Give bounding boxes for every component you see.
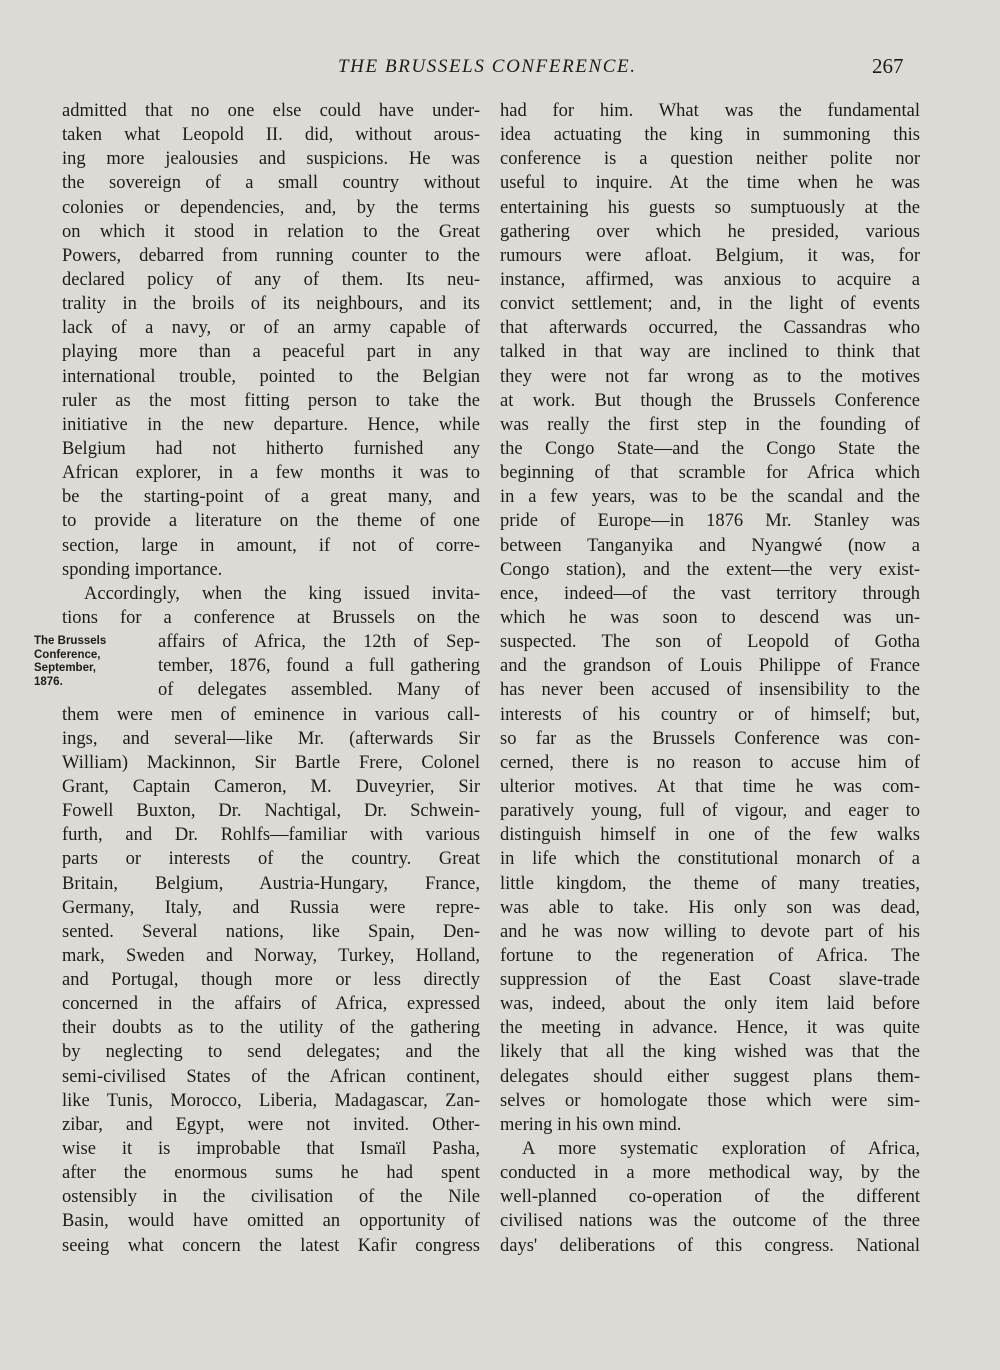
text-line: them were men of eminence in various call-: [62, 704, 480, 725]
text-line: wise it is improbable that Ismaïl Pasha,: [62, 1139, 480, 1160]
text-line: Congo station), and the extent—the very exist-: [500, 559, 920, 580]
text-line: suppression of the East Coast slave-trade: [500, 970, 920, 991]
text-line: admitted that no one else could have under-: [62, 101, 480, 121]
text-line: section, large in amount, if not of corre-: [62, 535, 480, 556]
text-line: Grant, Captain Cameron, M. Duveyrier, Sir: [62, 776, 480, 797]
text-line: gathering over which he presided, various: [500, 221, 920, 242]
text-line: to provide a literature on the theme of one: [62, 511, 480, 532]
text-line: talked in that way are inclined to think that: [500, 342, 920, 363]
text-line: entertaining his guests so sumptuously at the: [500, 197, 920, 218]
text-line: they were not far wrong as to the motives: [500, 366, 920, 387]
text-line: declared policy of any of them. Its neu-: [62, 269, 480, 290]
text-line: has never been accused of insensibility to the: [500, 680, 920, 701]
text-line: conference is a question neither polite nor: [500, 149, 920, 170]
text-line: sented. Several nations, like Spain, Den-: [62, 921, 480, 942]
margin-note-line: 1876.: [34, 675, 63, 688]
text-line: useful to inquire. At the time when he was: [500, 173, 920, 194]
text-line: likely that all the king wished was that the: [500, 1042, 920, 1063]
text-line: sponding importance.: [62, 559, 223, 580]
text-line: between Tanganyika and Nyangwé (now a: [500, 535, 920, 556]
running-head: [0, 56, 1000, 84]
text-line: beginning of that scramble for Africa which: [500, 463, 920, 484]
text-line: cerned, there is no reason to accuse him of: [500, 752, 920, 773]
text-line: conducted in a more methodical way, by the: [500, 1163, 920, 1184]
text-line: ruler as the most fitting person to take the: [62, 390, 480, 411]
right-column: [500, 99, 920, 1258]
text-line: seeing what concern the latest Kafir congress: [62, 1235, 480, 1256]
text-line: ulterior motives. At that time he was com-: [500, 776, 920, 797]
text-line: of delegates assembled. Many of: [158, 680, 480, 701]
left-column: [62, 99, 480, 1258]
text-line: in life which the constitutional monarch of a: [500, 849, 920, 870]
text-line: was able to take. His only son was dead,: [500, 897, 920, 918]
margin-note-line: September,: [34, 662, 96, 674]
text-line: taken what Leopold II. did, without arous-: [62, 125, 480, 146]
text-line: suspected. The son of Leopold of Gotha: [500, 632, 920, 653]
text-line: on which it stood in relation to the Great: [62, 221, 480, 242]
text-line: was really the first step in the founding of: [500, 414, 920, 435]
text-line: little kingdom, the theme of many treaties,: [500, 873, 920, 894]
text-line: instance, affirmed, was anxious to acquire a: [500, 269, 920, 290]
text-line: and Portugal, though more or less directly: [62, 970, 480, 991]
text-line: and he was now willing to devote part of his: [500, 921, 920, 942]
text-line: fortune to the regeneration of Africa. The: [500, 945, 920, 966]
text-line: like Tunis, Morocco, Liberia, Madagascar, Zan-: [62, 1090, 480, 1111]
text-line: furth, and Dr. Rohlfs—familiar with various: [62, 825, 480, 846]
text-line: initiative in the new departure. Hence, while: [62, 414, 480, 435]
page-number: 267: [872, 54, 904, 78]
text-line: playing more than a peaceful part in any: [62, 342, 480, 363]
text-line: after the enormous sums he had spent: [62, 1163, 480, 1184]
text-line: delegates should either suggest plans them-: [500, 1066, 920, 1087]
text-line: distinguish himself in one of the few walks: [500, 825, 920, 846]
text-line: Accordingly, when the king issued invita-: [84, 583, 480, 604]
text-line: colonies or dependencies, and, by the terms: [62, 197, 480, 218]
text-line: international trouble, pointed to the Belgian: [62, 366, 480, 387]
text-line: Powers, debarred from running counter to the: [62, 245, 480, 266]
text-line: selves or homologate those which were sim-: [500, 1090, 920, 1111]
text-line: African explorer, in a few months it was to: [62, 463, 480, 484]
text-line: in a few years, was to be the scandal and the: [500, 487, 920, 508]
text-line: ings, and several—like Mr. (afterwards Sir: [62, 728, 480, 749]
text-line: William) Mackinnon, Sir Bartle Frere, Colonel: [62, 752, 480, 773]
text-line: affairs of Africa, the 12th of Sep-: [158, 632, 480, 653]
text-line: that afterwards occurred, the Cassandras who: [500, 318, 920, 339]
running-title: THE BRUSSELS CONFERENCE.: [338, 56, 637, 77]
text-line: semi-civilised States of the African continent,: [62, 1066, 480, 1087]
text-line: their doubts as to the utility of the gathering: [62, 1018, 480, 1039]
text-line: pride of Europe—in 1876 Mr. Stanley was: [500, 511, 920, 532]
text-line: days' deliberations of this congress. National: [500, 1235, 920, 1256]
text-line: Belgium had not hitherto furnished any: [62, 438, 480, 459]
text-line: tember, 1876, found a full gathering: [158, 656, 480, 677]
margin-note-line: The Brussels: [34, 635, 107, 647]
text-line: was, indeed, about the only item laid before: [500, 994, 920, 1015]
text-line: zibar, and Egypt, were not invited. Other-: [62, 1114, 480, 1135]
text-line: idea actuating the king in summoning this: [500, 125, 920, 146]
text-line: ostensibly in the civilisation of the Nile: [62, 1187, 480, 1208]
text-line: ence, indeed—of the vast territory through: [500, 583, 920, 604]
text-line: Germany, Italy, and Russia were repre-: [62, 897, 480, 918]
text-line: Britain, Belgium, Austria-Hungary, France,: [62, 873, 480, 894]
text-line: concerned in the affairs of Africa, expressed: [62, 994, 480, 1015]
text-line: and the grandson of Louis Philippe of France: [500, 656, 920, 677]
text-line: at work. But though the Brussels Conference: [500, 390, 920, 411]
text-line: well-planned co-operation of the different: [500, 1187, 920, 1208]
text-line: rumours were afloat. Belgium, it was, for: [500, 245, 920, 266]
text-line: the sovereign of a small country without: [62, 173, 480, 194]
text-line: by neglecting to send delegates; and the: [62, 1042, 480, 1063]
text-line: interests of his country or of himself; but,: [500, 704, 920, 725]
text-line: civilised nations was the outcome of the three: [500, 1211, 920, 1232]
text-line: the Congo State—and the Congo State the: [500, 438, 920, 459]
text-line: A more systematic exploration of Africa,: [522, 1139, 920, 1160]
text-line: tions for a conference at Brussels on the: [62, 607, 480, 628]
text-line: parts or interests of the country. Great: [62, 849, 480, 870]
text-line: convict settlement; and, in the light of events: [500, 294, 920, 315]
text-line: the meeting in advance. Hence, it was quite: [500, 1018, 920, 1039]
text-line: mering in his own mind.: [500, 1114, 682, 1135]
text-line: ing more jealousies and suspicions. He was: [62, 149, 480, 170]
text-line: trality in the broils of its neighbours, and its: [62, 294, 480, 315]
text-line: which he was soon to descend was un-: [500, 607, 920, 628]
text-line: so far as the Brussels Conference was con-: [500, 728, 920, 749]
text-line: mark, Sweden and Norway, Turkey, Holland,: [62, 945, 480, 966]
text-line: had for him. What was the fundamental: [500, 101, 920, 121]
text-line: be the starting-point of a great many, and: [62, 487, 480, 508]
text-line: lack of a navy, or of an army capable of: [62, 318, 480, 339]
text-line: Fowell Buxton, Dr. Nachtigal, Dr. Schwein-: [62, 801, 480, 822]
margin-note-line: Conference,: [34, 648, 101, 661]
text-line: Basin, would have omitted an opportunity of: [62, 1211, 480, 1232]
text-line: paratively young, full of vigour, and eager to: [500, 801, 920, 822]
